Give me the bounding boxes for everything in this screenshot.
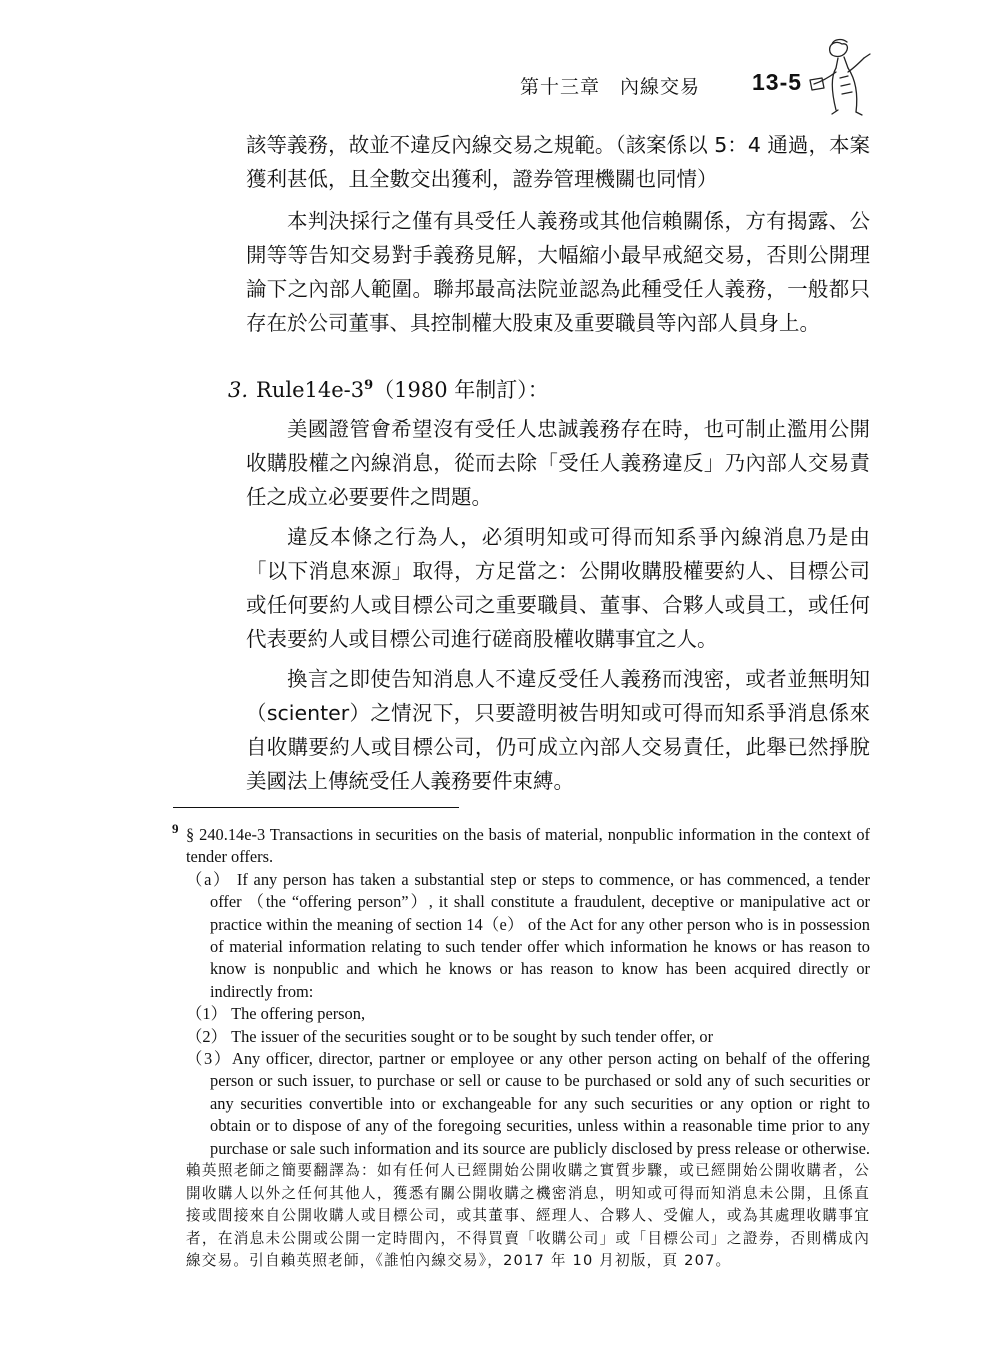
section-number: 3. — [228, 378, 249, 402]
footnote-reference: 9 — [364, 378, 374, 393]
running-header — [520, 69, 803, 99]
paragraph: 換言之即使告知消息人不違反受任人義務而洩密，或者並無明知（scienter）之情況下，只要證明被告明知或可得而知系爭消息係來自收購要約人或目標公司，仍可成立內部人交易責任，此舉已然掙脫美國法上傳統受任人義務要件束縛。 — [246, 667, 870, 793]
footnote-mark: 9 — [172, 821, 179, 836]
footnote-item: （1） The offering person, — [186, 1004, 366, 1024]
page-number: 13-5 — [752, 69, 803, 95]
rule-suffix: （1980 年制訂）： — [373, 378, 549, 402]
paragraph: 美國證管會希望沒有受任人忠誠義務存在時，也可制止濫用公開收購股權之內線消息，從而去除「受任人義務違反」乃內部人交易責任之成立必要要件之問題。 — [246, 417, 870, 509]
paragraph: 該等義務，故並不違反內線交易之規範。（該案係以 5：4 通過，本案獲利甚低，且全數交出獲利，證券管理機關也同情） — [246, 133, 870, 191]
paragraph: 違反本條之行為人，必須明知或可得而知系爭內線消息乃是由「以下消息來源」取得，方足當之：公開收購股權要約人、目標公司或任何要約人或目標公司之重要職員、董事、合夥人或員工，或任何代表要約人或目標公司進行磋商股權收購事宜之人。 — [246, 525, 870, 651]
footnote-item: （2） The issuer of the securities sought or to be sought by such tender offer, or — [186, 1026, 714, 1046]
footnote-clause-a: （a） If any person has taken a substantial step or steps to commence, or has commenced, a tender offer （the “offering person”）, it shall constitute a fraudulent, deceptive or manipulative act or practice within the meaning of section 14（e） of the Act for any other person who is in possession of material information relating to such tender offer which information he knows or has reason to know is nonpublic and which he knows or has reason to know has been acquired directly or indirectly from: — [186, 869, 870, 1001]
body-text — [246, 128, 870, 346]
footnote-item: （3）Any officer, director, partner or employee or any other person acting on behalf of the offering person or such issuer, to purchase or sell or cause to be purchased or sold any of such securities or any securities convertible into or exchangeable for any such securities or any option or right to obtain or to dispose of any of the foregoing securities, unless within a reasonable time prior to any purchase or sale such information and its source are publicly disclosed by press release or otherwise. — [186, 1049, 870, 1158]
footnote-separator — [173, 807, 459, 808]
section-heading — [228, 374, 549, 404]
footnote-heading: § 240.14e-3 Transactions in securities on the basis of material, nonpublic information in the context of tender offers. — [186, 825, 870, 867]
paragraph: 本判決採行之僅有具受任人義務或其他信賴關係，方有揭露、公開等等告知交易對手義務見解，大幅縮小最早戒絕交易，否則公開理論下之內部人範圍。聯邦最高法院並認為此種受任人義務，一般都只存在於公司董事、具控制權大股東及重要職員等內部人員身上。 — [246, 209, 870, 335]
footnote-translation: 賴英照老師之簡要翻譯為：如有任何人已經開始公開收購之實質步驟，或已經開始公開收購者，公開收購人以外之任何其他人，獲悉有關公開收購之機密消息，明知或可得而知消息未公開，且係直接或間接來自公開收購人或目標公司，或其董事、經理人、合夥人、受僱人，或為其處理收購事宜者，在消息未公開或公開一定時間內，不得買賣「收購公司」或「目標公司」之證券，否則構成內線交易。引自賴英照老師，《誰怕內線交易》，2017 年 10 月初版，頁 207。 — [186, 1162, 870, 1270]
reading-figure-icon — [808, 38, 878, 116]
rule-title: Rule14e-3 — [256, 378, 365, 402]
body-text-continued — [246, 412, 870, 804]
footnote — [172, 821, 870, 1273]
chapter-title: 第十三章 內線交易 — [520, 76, 701, 98]
